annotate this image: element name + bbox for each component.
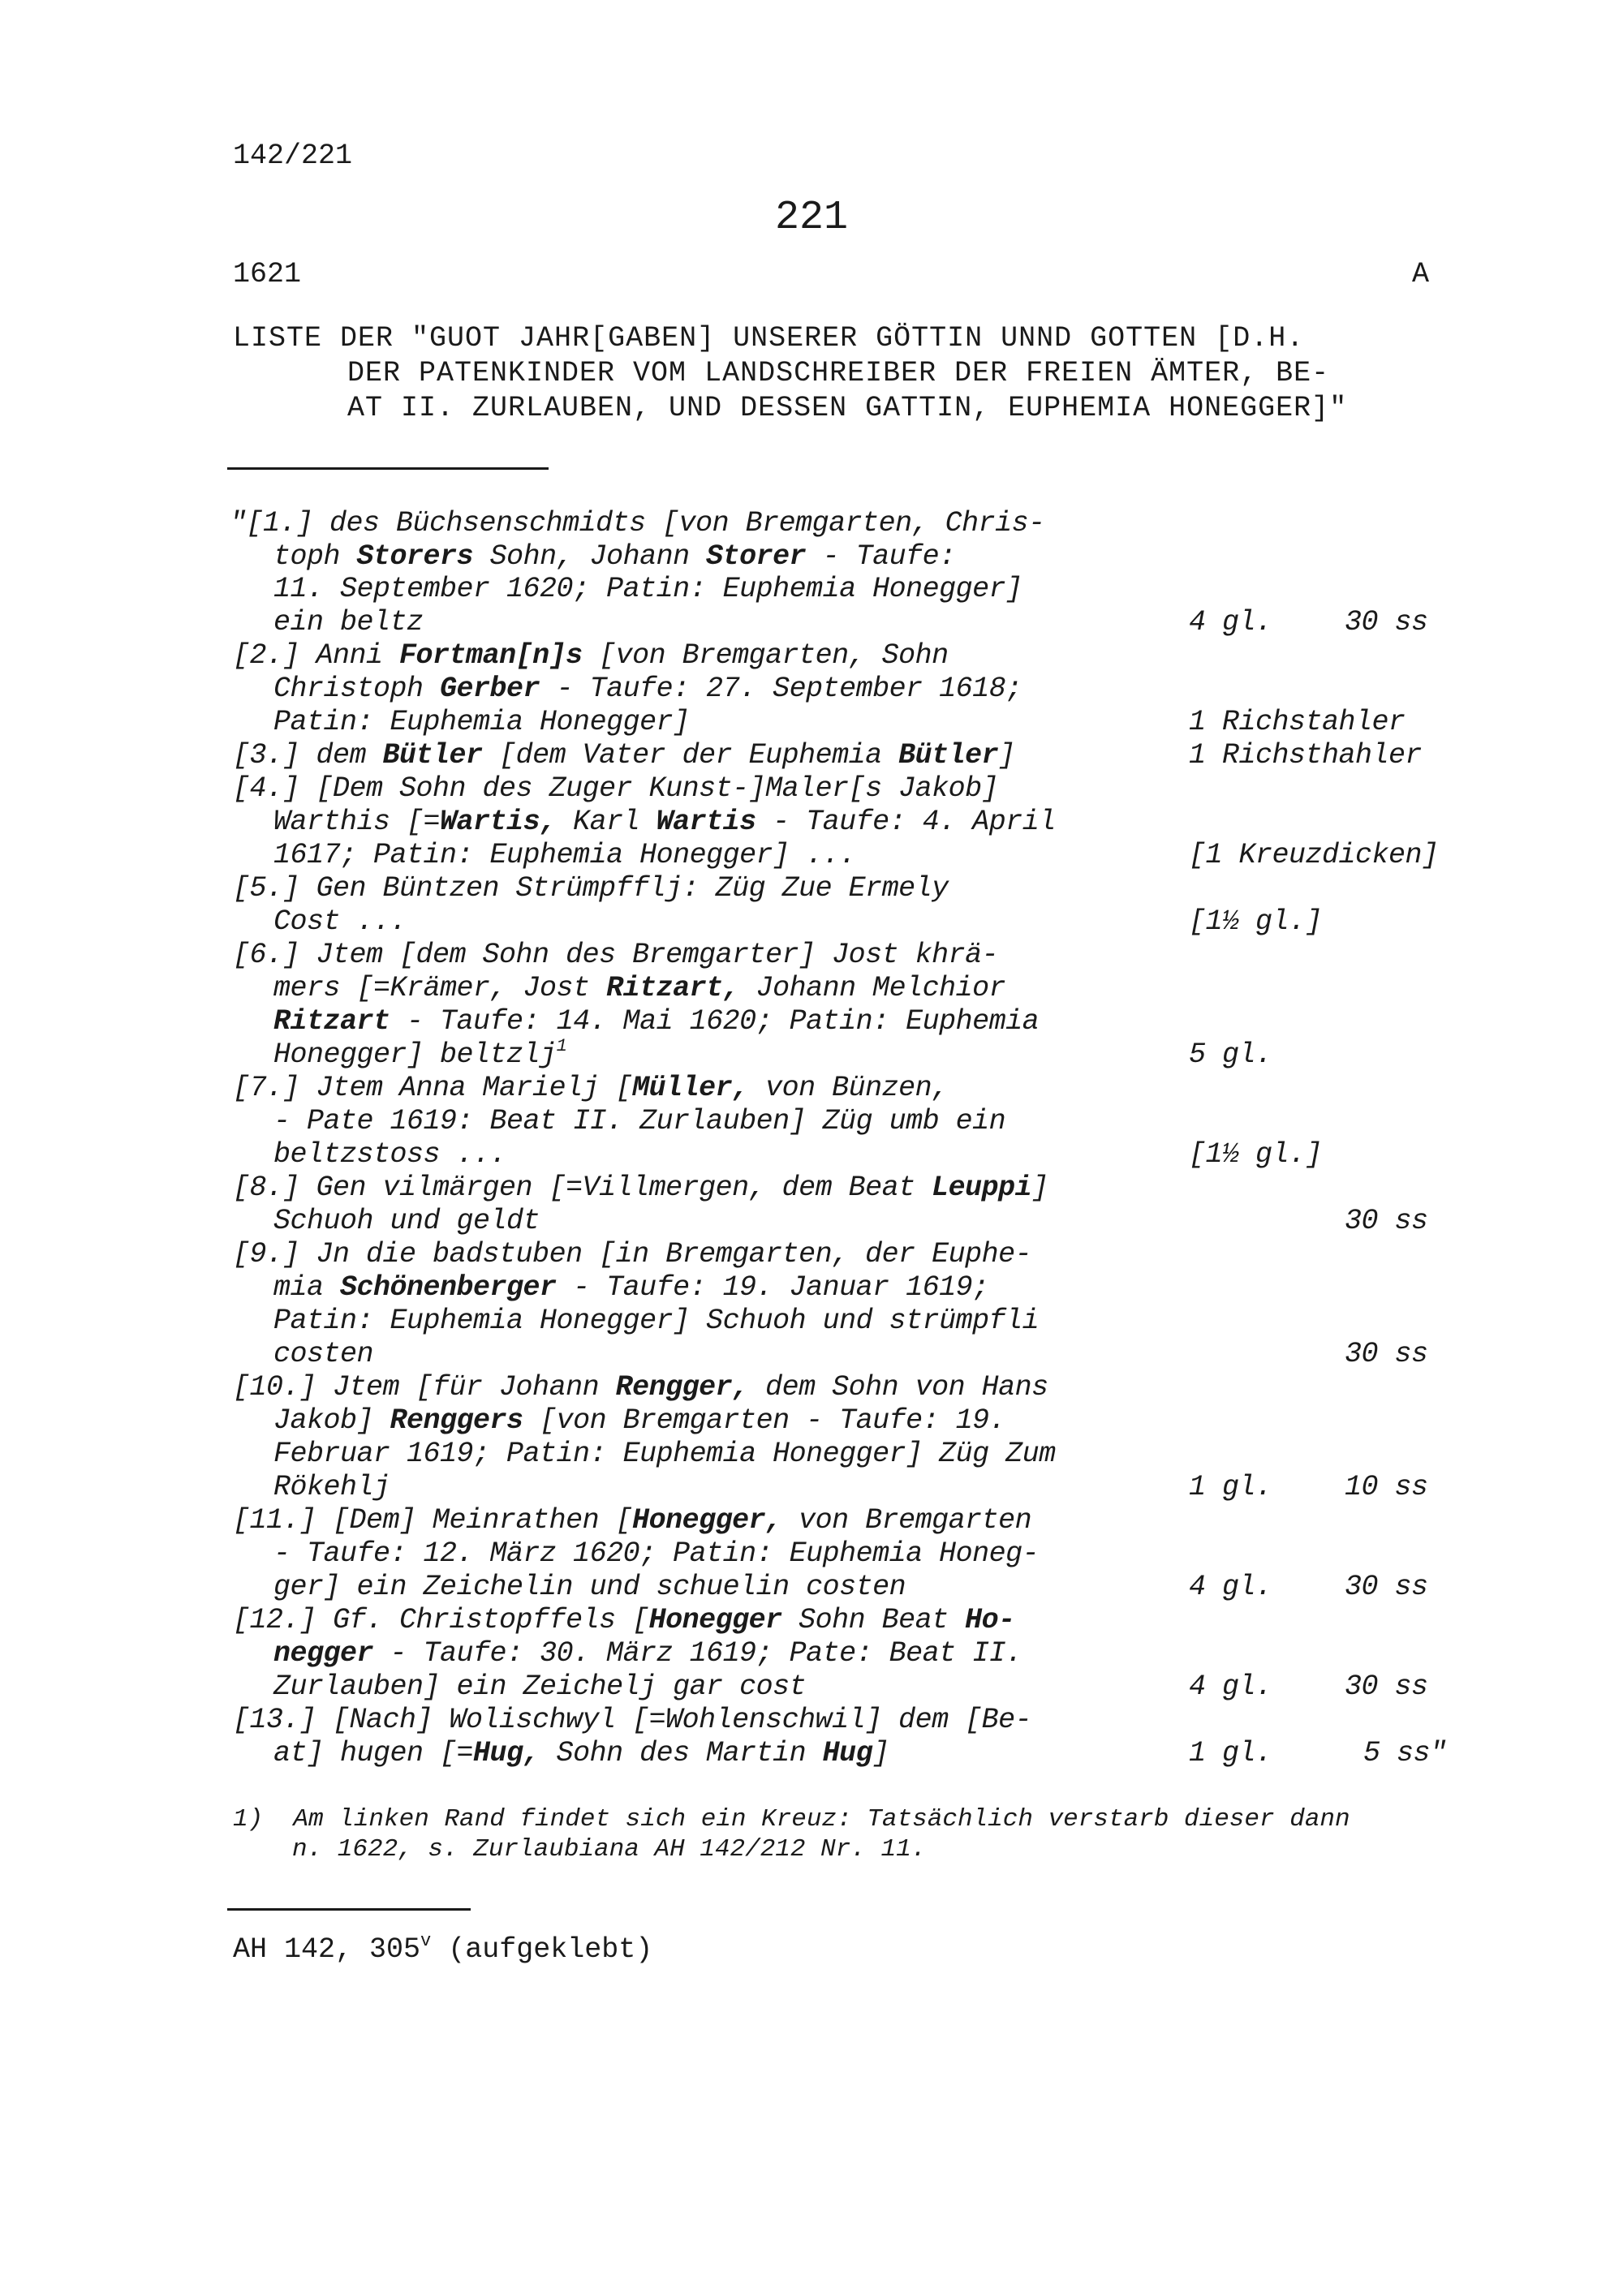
entry-1-line [273,540,956,573]
entry-10-line: Rökehlj [273,1471,390,1503]
text: - Taufe: 14. Mai 1620; Patin: Euphemia [390,1005,1040,1038]
entry-9-amount-ss: 30 ss [1345,1338,1428,1370]
entry-5-line: Cost ... [273,905,407,938]
text: Sohn, Johann [473,540,707,573]
entry-13-amount-gl: 1 gl. [1189,1737,1272,1769]
entry-8-amount-ss: 30 ss [1345,1205,1428,1237]
name-bold: Renggers [390,1404,523,1437]
title-divider [227,467,549,470]
entry-10-amount-gl: 1 gl. [1189,1471,1272,1503]
entry-7-amount: [1½ gl.] [1189,1138,1323,1171]
text: Sohn Beat [781,1604,966,1636]
entry-9-line: [9.] Jn die badstuben [in Bremgarten, der Euphe- [233,1238,1032,1271]
entry-11-amount-gl: 4 gl. [1189,1571,1272,1603]
text: AH 142, 305 [233,1933,421,1966]
footnote-line-2: n. 1622, s. Zurlaubiana AH 142/212 Nr. 11. [292,1835,927,1864]
name-bold: Honegger, [632,1504,782,1537]
footnote-marker: 1 [556,1036,567,1056]
text: - Taufe: 4. April [756,806,1056,838]
text: [3.] dem [233,739,383,772]
entry-11-line: - Taufe: 12. März 1620; Patin: Euphemia Honeg- [273,1537,1040,1570]
entry-12-line [273,1637,1022,1670]
text: at] hugen [= [273,1737,474,1769]
name-bold: Leuppi [932,1172,1032,1204]
text: - Taufe: 19. Januar 1619; [556,1271,989,1304]
text: toph [273,540,357,573]
entry-11-line [233,1504,1031,1537]
source-divider [227,1908,471,1911]
name-bold: Ritzart, [606,972,740,1004]
entry-11-amount-ss: 30 ss [1345,1571,1428,1603]
text: ] [998,739,1015,772]
entry-6-amount: 5 gl. [1189,1038,1272,1071]
text: dem Sohn von Hans [748,1371,1048,1404]
name-bold: Hug [822,1737,873,1769]
name-bold: Rengger, [615,1371,749,1404]
entry-2-line [233,639,949,672]
entry-6-line [273,972,1005,1004]
entry-6-line: [6.] Jtem [dem Sohn des Bremgarter] Jost khrä- [233,939,999,971]
entry-3-amount: 1 Richsthahler [1189,739,1423,772]
title-line-3: AT II. ZURLAUBEN, UND DESSEN GATTIN, EUPHEMIA HONEGGER]" [347,392,1348,424]
text: mia [273,1271,341,1304]
text: [2.] Anni [233,639,400,672]
entry-2-line: Patin: Euphemia Honegger] [273,706,690,738]
text: Jakob] [273,1404,390,1437]
name-bold: negger [273,1637,374,1670]
name-bold: Ho- [965,1604,1015,1636]
title-line-2: DER PATENKINDER VOM LANDSCHREIBER DER FREIEN ÄMTER, BE- [347,357,1330,389]
entry-2-line [273,673,1022,705]
text: Johann Melchior [739,972,1006,1004]
entry-9-line: costen [273,1338,374,1370]
text: (aufgeklebt) [431,1933,653,1966]
entry-4-line [273,806,1056,838]
entry-1-amount-gl: 4 gl. [1189,606,1272,638]
entry-9-line [273,1271,989,1304]
name-bold: Bütler [898,739,999,772]
text: [8.] Gen vilmärgen [=Villmergen, dem Beat [233,1172,932,1204]
text: - Taufe: 27. September 1618; [540,673,1022,705]
entry-9-line: Patin: Euphemia Honegger] Schuoh und strümpfli [273,1305,1040,1337]
entry-10-amount-ss: 10 ss [1345,1471,1428,1503]
text: [10.] Jtem [für Johann [233,1371,616,1404]
name-bold: Schönenberger [340,1271,557,1304]
text: Honegger] beltzlj [273,1038,557,1071]
text: Karl [556,806,657,838]
entry-3-line [233,739,1015,772]
document-number: 221 [774,195,848,241]
name-bold: Storers [356,540,474,573]
entry-13-line: [13.] [Nach] Wolischwyl [=Wohlenschwil] dem [Be- [233,1704,1032,1736]
entry-6-line [273,1038,566,1071]
footnote-line-1: 1) Am linken Rand findet sich ein Kreuz: Tatsächlich verstarb dieser dann [233,1805,1350,1834]
entry-1-amount-ss: 30 ss [1345,606,1428,638]
entry-4-line: 1617; Patin: Euphemia Honegger] ... [273,839,856,871]
entry-2-amount: 1 Richstahler [1189,706,1406,738]
entry-1-line: ein beltz [273,606,424,638]
text: Warthis [= [273,806,441,838]
text: von Bünzen, [748,1072,949,1104]
name-bold: Honegger [648,1604,782,1636]
entry-13-line [273,1737,889,1769]
name-bold: Ritzart [273,1005,390,1038]
text: [7.] Jtem Anna Marielj [ [233,1072,633,1104]
text: Sohn des Martin [540,1737,823,1769]
text: von Bremgarten [781,1504,1032,1537]
entry-1-line: "[1.] des Büchsenschmidts [von Bremgarten, Chris- [230,507,1045,540]
name-bold: Müller, [632,1072,749,1104]
entry-12-line: Zurlauben] ein Zeichelj gar cost [273,1670,807,1703]
entry-10-line [273,1404,1005,1437]
entry-11-line: ger] ein Zeichelin und schuelin costen [273,1571,906,1603]
text: [12.] Gf. Christopffels [ [233,1604,649,1636]
name-bold: Wartis, [440,806,557,838]
entry-5-amount: [1½ gl.] [1189,905,1323,938]
name-bold: Storer [706,540,807,573]
name-bold: Fortman[n]s [399,639,583,672]
entry-7-line: beltzstoss ... [273,1138,507,1171]
text: ] [872,1737,889,1769]
entry-8-line: Schuoh und geldt [273,1205,540,1237]
text: - Taufe: [806,540,956,573]
name-bold: Bütler [382,739,483,772]
text: [von Bremgarten - Taufe: 19. [523,1404,1006,1437]
entry-7-line: - Pate 1619: Beat II. Zurlauben] Züg umb ein [273,1105,1006,1137]
text: ] [1031,1172,1048,1204]
source-reference [233,1933,652,1966]
entry-10-line [233,1371,1048,1404]
text: mers [=Krämer, Jost [273,972,607,1004]
entry-7-line [233,1072,949,1104]
entry-12-amount-gl: 4 gl. [1189,1670,1272,1703]
title-line-1: LISTE DER "GUOT JAHR[GABEN] UNSERER GÖTTIN UNND GOTTEN [D.H. [233,322,1305,355]
document-year: 1621 [233,258,302,290]
archive-reference: 142/221 [233,140,353,172]
entry-4-line: [4.] [Dem Sohn des Zuger Kunst-]Maler[s Jakob] [233,772,999,805]
entry-5-line: [5.] Gen Büntzen Strümpfflj: Züg Zue Ermely [233,872,949,905]
name-bold: Hug, [473,1737,540,1769]
name-bold: Gerber [440,673,540,705]
entry-6-line [273,1005,1039,1038]
entry-1-line: 11. September 1620; Patin: Euphemia Honegger] [273,573,1022,605]
text: [11.] [Dem] Meinrathen [ [233,1504,633,1537]
name-bold: Wartis [656,806,756,838]
entry-8-line [233,1172,1048,1204]
entry-4-amount: [1 Kreuzdicken] [1189,839,1439,871]
entry-10-line: Februar 1619; Patin: Euphemia Honegger] Züg Zum [273,1438,1056,1470]
document-letter: A [1412,258,1430,290]
text: - Taufe: 30. März 1619; Pate: Beat II. [373,1637,1022,1670]
text: [von Bremgarten, Sohn [582,639,949,672]
text: [dem Vater der Euphemia [482,739,899,772]
verso-marker: v [420,1931,432,1951]
entry-12-amount-ss: 30 ss [1345,1670,1428,1703]
text: Christoph [273,673,441,705]
entry-12-line [233,1604,1015,1636]
entry-13-amount-ss: 5 ss" [1363,1737,1447,1769]
